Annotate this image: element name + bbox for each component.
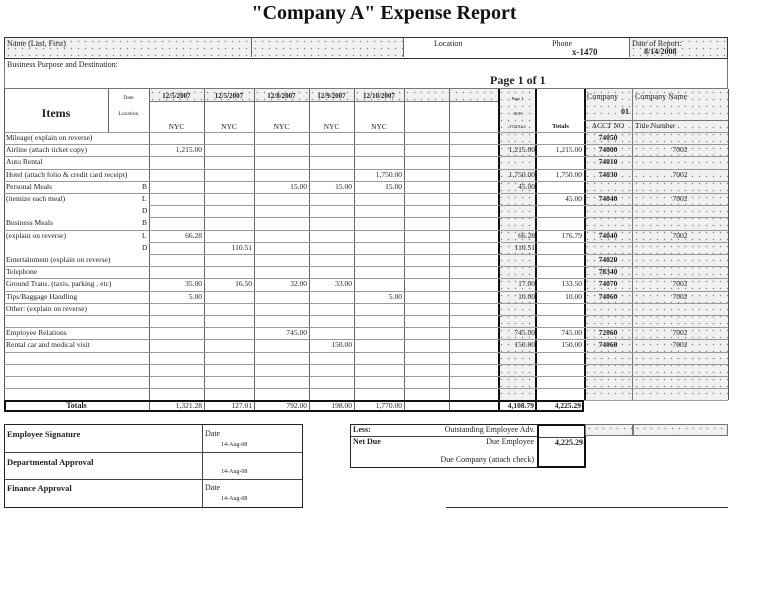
total-value: 176.79 — [561, 230, 582, 240]
subtotal-header-1: Page 1 — [511, 96, 524, 101]
row-label: Rental car and medical visit — [6, 340, 90, 350]
departmental-date-value: 14-Aug-08 — [221, 469, 248, 475]
row-label: Hotel (attach folio & credit card receipt) — [6, 169, 128, 179]
date-of-report-field[interactable] — [630, 38, 727, 57]
business-purpose-field[interactable] — [4, 59, 728, 89]
finance-date-field[interactable] — [203, 480, 302, 507]
departmental-approval-label: Departmental Approval — [7, 457, 94, 467]
subtotal-header-2: SUB — [513, 111, 522, 116]
signature-line — [446, 507, 728, 508]
summary-title-cell[interactable] — [633, 424, 728, 436]
acct-no[interactable]: 74060 — [598, 340, 618, 350]
title-number[interactable]: 7002 — [672, 340, 688, 350]
less-label: Less: — [353, 425, 371, 434]
expense-value[interactable]: 15.00 — [385, 181, 402, 191]
grand-total: 4,225.29 — [554, 401, 581, 411]
expense-value[interactable]: 110.51 — [231, 242, 252, 252]
meal-type: B — [142, 181, 148, 191]
items-header: Items — [41, 106, 71, 120]
expense-value[interactable]: 16.50 — [235, 279, 252, 289]
date-of-report-label: Date of Report: — [632, 39, 682, 48]
expense-value[interactable]: 5.00 — [388, 291, 402, 301]
total-value: 150.00 — [561, 340, 582, 350]
company-code: 01 — [621, 107, 629, 116]
page-indicator: Page 1 of 1 — [490, 73, 546, 87]
subtotal-value: 745.00 — [514, 328, 535, 338]
row-line — [4, 388, 728, 389]
acct-no[interactable]: 74030 — [598, 169, 618, 179]
row-label: Ground Trans. (taxis, parking , etc) — [6, 279, 112, 289]
location-value[interactable]: NYC — [273, 122, 290, 131]
meal-type: B — [142, 218, 148, 228]
row-line — [149, 205, 728, 206]
acct-no[interactable]: 74000 — [598, 145, 618, 155]
acct-no[interactable]: 74060 — [598, 291, 618, 301]
subtotal-grand: 4,108.79 — [507, 401, 534, 411]
summary-account-cell[interactable] — [585, 424, 633, 436]
finance-approval-label: Finance Approval — [7, 483, 72, 493]
acct-no[interactable]: 74050 — [598, 133, 618, 142]
total-value: 745.00 — [561, 328, 582, 338]
subtotal-value: 110.51 — [514, 242, 535, 252]
totals-label: Totals — [66, 401, 87, 411]
subtotal-value: 45.00 — [518, 181, 535, 191]
date-value[interactable]: 12/9/2007 — [317, 92, 346, 100]
total-value: 133.50 — [561, 279, 582, 289]
subtotal-value: 1,215.00 — [508, 145, 535, 155]
subtotal-value: 1,750.00 — [508, 169, 535, 179]
column-total: 1,321.28 — [175, 401, 202, 411]
location-field[interactable] — [404, 38, 544, 57]
acct-no[interactable]: 78340 — [598, 267, 618, 277]
row-line — [149, 217, 728, 218]
row-line — [4, 303, 728, 304]
header-row — [4, 37, 728, 59]
employee-date-value: 14-Aug-08 — [221, 442, 248, 448]
location-value[interactable]: NYC — [323, 122, 340, 131]
name-field[interactable] — [5, 38, 252, 57]
acct-no[interactable]: 74070 — [598, 279, 618, 289]
location-label: Location — [434, 39, 463, 48]
row-label: Telephone — [6, 267, 38, 277]
less-row — [351, 425, 537, 437]
expense-value[interactable]: 33.00 — [335, 279, 352, 289]
meal-type: D — [142, 242, 148, 252]
acct-no[interactable]: 74010 — [598, 157, 618, 167]
title-number-header: Title Number — [635, 121, 676, 130]
company-name-header: Company Name — [635, 92, 688, 101]
outstanding-value[interactable] — [539, 426, 584, 438]
meal-type: L — [142, 194, 147, 203]
location-value[interactable]: NYC — [221, 122, 237, 131]
business-purpose-label: Business Purpose and Destination: — [7, 60, 118, 69]
net-due-label: Net Due — [353, 437, 381, 446]
date-label-finance: Date — [205, 483, 221, 492]
expense-value[interactable]: 66.28 — [185, 230, 202, 240]
row-label: Employee Relations — [6, 328, 67, 338]
expense-value[interactable]: 1,750.00 — [375, 169, 402, 179]
row-label: (explain on reverse) — [6, 230, 66, 240]
meal-type: L — [142, 230, 147, 240]
location-value[interactable]: NYC — [371, 122, 387, 131]
date-value[interactable]: 12/10/2007 — [363, 92, 395, 100]
departmental-date-field[interactable] — [203, 453, 302, 480]
net-due-values — [537, 424, 586, 468]
phone-label: Phone — [552, 39, 572, 48]
total-value: 1,750.00 — [555, 169, 582, 179]
employee-date-field[interactable] — [203, 425, 302, 453]
row-line — [4, 315, 728, 316]
expense-value[interactable]: 5.00 — [188, 291, 202, 301]
expense-value[interactable]: 35.00 — [185, 279, 202, 289]
employee-signature-field[interactable] — [5, 425, 203, 453]
date-label: Date — [205, 429, 221, 438]
date-value[interactable]: 12/5/2007 — [214, 92, 244, 100]
row-line — [4, 364, 728, 365]
title-number[interactable]: 7002 — [672, 291, 688, 301]
outstanding-label: Outstanding Employee Adv. — [444, 425, 535, 434]
title-number[interactable]: 7002 — [672, 328, 688, 338]
acct-no[interactable]: 74020 — [598, 255, 618, 264]
column-total: 198.00 — [331, 401, 352, 411]
due-employee-label: Due Employee — [486, 437, 534, 446]
date-value[interactable]: 12/8/2007 — [267, 92, 296, 100]
row-line — [149, 254, 728, 255]
expense-value[interactable]: 32.00 — [290, 279, 307, 289]
meal-type: D — [142, 206, 148, 216]
subtotal-header-3: TOTALS — [509, 124, 526, 129]
expense-value[interactable]: 15.00 — [335, 181, 352, 191]
date-of-report-value: 8/14/2008 — [644, 47, 677, 56]
row-label: Business Meals — [6, 218, 53, 228]
report-title: "Company A" Expense Report — [251, 2, 517, 24]
row-line — [4, 376, 728, 377]
row-label: Personal Meals — [6, 181, 53, 191]
grid-right-border — [728, 89, 729, 400]
title-divider — [632, 89, 633, 400]
column-total: 1,770.00 — [375, 401, 402, 411]
row-label: Entertainment (explain on reverse) — [6, 255, 111, 264]
acct-no[interactable]: 72060 — [598, 328, 618, 338]
location-value[interactable]: NYC — [168, 122, 185, 131]
employee-signature-label: Employee Signature — [7, 429, 81, 439]
acct-no-header: ACCT NO — [591, 121, 625, 130]
net-due-block — [350, 424, 585, 468]
row-label: Mileage( explain on reverse) — [6, 133, 93, 142]
phone-field[interactable] — [544, 38, 630, 57]
subtotal-value: 66.28 — [518, 230, 535, 240]
phone-value: x-1470 — [572, 47, 598, 57]
date-header: Date — [123, 95, 134, 101]
subtotal-value: 17.00 — [518, 279, 535, 289]
title-number[interactable]: 7002 — [672, 145, 688, 155]
column-total: 792.00 — [286, 401, 307, 411]
expense-value[interactable]: 745.00 — [286, 328, 307, 338]
title-number[interactable]: 7002 — [672, 230, 688, 240]
location-header: Location — [118, 111, 139, 117]
totals-header: Totals — [552, 123, 569, 130]
due-employee-value: 4,225.29 — [555, 438, 583, 447]
total-value: 10.00 — [565, 291, 582, 301]
row-label: Tips/Baggage Handling — [6, 291, 78, 301]
departmental-approval-field[interactable] — [5, 453, 203, 480]
row-label: Airline (attach ticket copy) — [6, 145, 88, 155]
name-label: Name (Last, First) — [7, 39, 66, 48]
title-number[interactable]: 7002 — [672, 279, 688, 289]
column-total: 127.01 — [231, 401, 252, 411]
row-line — [4, 352, 728, 353]
subtotal-value: 150.00 — [514, 340, 535, 350]
row-label: (itemize each meal) — [6, 194, 66, 203]
name-field-ext[interactable] — [252, 38, 404, 57]
date-value[interactable]: 12/5/2007 — [162, 92, 191, 100]
title-number[interactable]: 7002 — [672, 194, 688, 203]
total-value: 1,215.00 — [555, 145, 582, 155]
expense-value[interactable]: 150.00 — [331, 340, 352, 350]
row-label: Other: (explain on reverse) — [6, 303, 88, 313]
subtotal-value: 10.00 — [518, 291, 535, 301]
finance-approval-field[interactable] — [5, 480, 203, 507]
expense-value[interactable]: 15.00 — [290, 181, 307, 191]
finance-date-value: 14-Aug-08 — [221, 496, 248, 502]
signature-block — [4, 424, 303, 508]
total-value: 45.00 — [565, 194, 582, 203]
acct-no[interactable]: 74040 — [598, 194, 618, 203]
acct-no[interactable]: 74040 — [598, 230, 618, 240]
company-header: Company — [587, 92, 619, 101]
title-number[interactable]: 7002 — [672, 169, 688, 179]
divider — [149, 101, 498, 102]
expense-value[interactable]: 1,215.00 — [175, 145, 202, 155]
row-label: Auto Rental — [6, 157, 43, 167]
due-company-label: Due Company (attach check) — [440, 455, 534, 464]
